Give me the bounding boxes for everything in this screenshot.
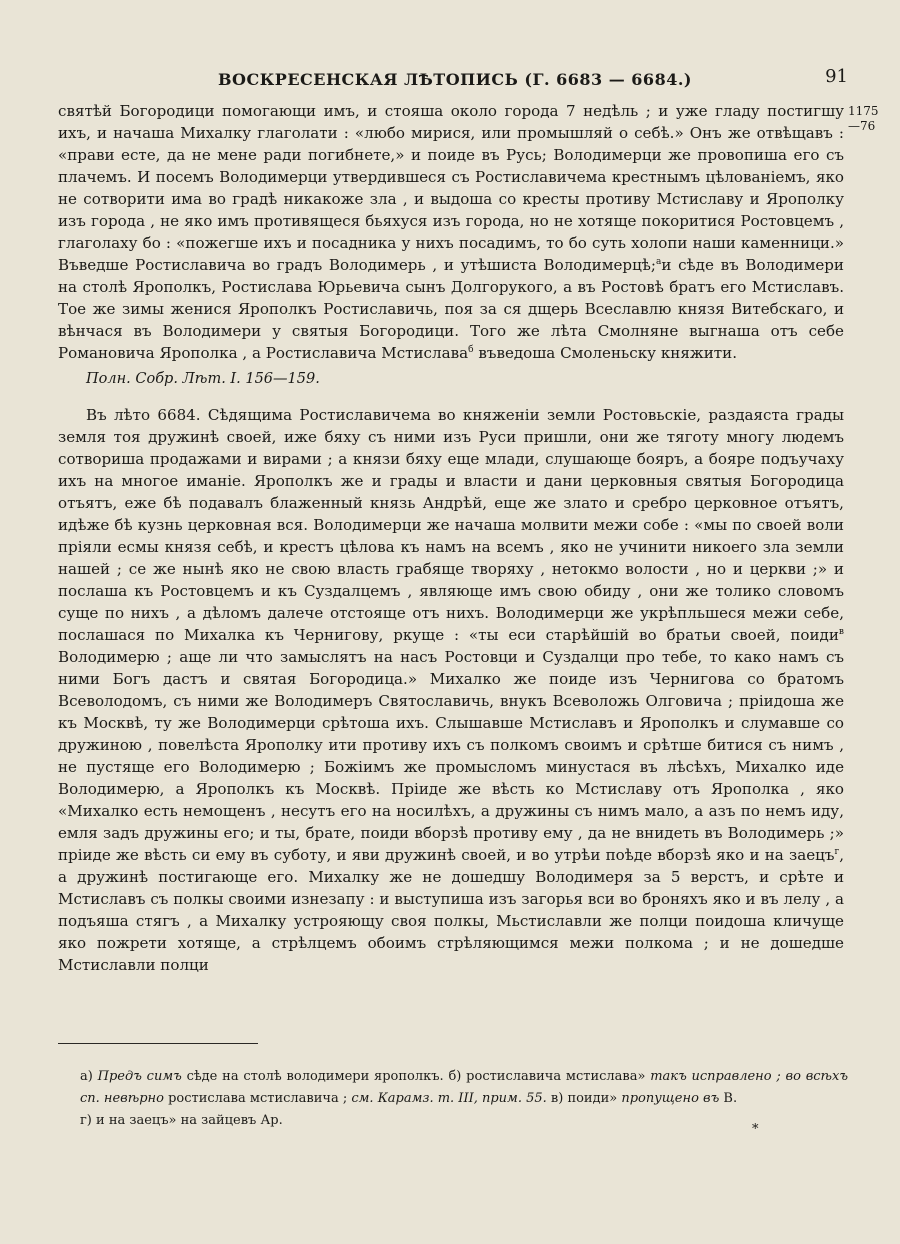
footnote-mark-b: б	[468, 344, 474, 355]
footnote-mark-a: a	[655, 256, 662, 267]
footnotes	[80, 1066, 848, 1132]
footnote-mark-g: г	[834, 846, 840, 857]
footnote-v-italic: пропущено въ	[621, 1091, 720, 1106]
footnote-v-text2: В.	[723, 1091, 738, 1106]
paragraph-2-part-b: Володимерю ; аще ли что замыслятъ на насъ Ростовци и Суздалци про тебе, то како намъ съ ними Богъ дастъ и святая Богородица.» Михалко же поиде изъ Чернигова со братомъ Всеволодомъ, съ ними же Володимеръ Святославичь, внукъ Всеволожь Олговича ; пріидоша же къ Москвѣ, ту же Володимерци срѣтоша ихъ. Слышавше Мстиславъ и Ярополкъ и слумавше со дружиною , повелѣста Ярополку ити противу ихъ съ полкомъ своимъ и срѣтше битися съ нимъ , не пустяще его Володимерю ; Божіимъ же промысломъ минустася въ лѣсѣхъ, Михалко иде Володимерю, а Ярополкъ къ Москвѣ. Пріиде же вѣсть ко Мстиславу отъ Ярополка , яко «Михалко есть немощенъ , несутъ его на носилѣхъ, а дружины съ нимъ мало, а азъ по немъ иду, емля задъ дружины его; и ты, брате, поиди вборзѣ противу ему , да не внидеть въ Володимерь ;» пріиде же вѣсть си ему въ суботу, и яви дружинѣ своей, и во утрѣи поѣде вборзѣ яко и на заецъ	[58, 648, 844, 864]
footnote-g-label: г)	[80, 1113, 92, 1128]
paragraph-2-part-a: Въ лѣто 6684. Сѣдящима Ростиславичема во княженіи земли Ростовьскіе, раздаяста грады земля тоя дружинѣ своей, иже бяху съ ними изъ Руси пришли, они же тяготу многу людемъ сотвориша продажами и вирами ; а князи бяху еще млади, слушающе бояръ, а бояре подъучаху ихъ на многое иманіе. Ярополкъ же и грады и власти и дани церковныя святыя Богородица отъятъ, еже бѣ подавалъ блаженный князь Андрѣй, еще же злато и сребро церковное отъятъ, идѣже бѣ кузнь церковная вся. Володимерци же начаша молвити межи собе : «мы по своей воли пріяли есмы князя себѣ, и крестъ цѣлова къ намъ на всемъ , яко не учинити никоего зла земли нашей ; се же нынѣ яко не свою власть грабяще творяху , нетокмо волости , но и церкви ;» и послаша къ Ростовцемъ и къ Суздалцемъ , являюще имъ свою обиду , они же толико словомъ суще по нихъ , а дѣломъ далече отстояще отъ нихъ. Володимерци же укрѣпльшеся межи себе, послашася по Михалка къ Чернигову, ркуще : «ты еси старѣйшій во братьи своей, поиди	[58, 406, 844, 644]
paragraph-2	[58, 404, 844, 976]
footnote-b-label: б)	[448, 1069, 462, 1084]
margin-year-line2: —76	[848, 119, 876, 133]
signature-mark: *	[752, 1122, 759, 1137]
footnote-v-label: в)	[550, 1091, 564, 1106]
paragraph-1-end: въведоша Смоленьску княжити.	[478, 344, 737, 362]
running-title: ВОСКРЕСЕНСКАЯ ЛѢТОПИСЬ (Г. 6683 — 6684.)	[218, 70, 692, 89]
footnote-divider	[58, 1043, 258, 1044]
paragraph-1	[58, 100, 844, 364]
footnote-b-text1: ростиславича мстислава»	[466, 1069, 646, 1084]
page-number: 91	[825, 66, 848, 87]
page-header	[60, 66, 850, 96]
footnote-g-text: и на заецъ» на зайцевъ Ар.	[96, 1113, 283, 1128]
footnote-a-label: а)	[80, 1069, 93, 1084]
footnote-a-text: сѣде на столѣ володимери ярополкъ.	[186, 1069, 444, 1084]
paragraph-1-continuation: и сѣде въ Володимери на столѣ Ярополкъ, Ростислава Юрьевича сынъ Долгорукого, а въ Ростовѣ братъ его Мстиславъ. Тое же зимы женися Ярополкъ Ростиславичь, поя за ся дщерь Всеславлю князя Витебскаго, и вѣнчася въ Володимери у святыя Богородици. Того же лѣта Смолняне выгнаша отъ себе Романовича Ярополка , а Ростиславича Мстислава	[58, 256, 844, 362]
main-text	[58, 100, 844, 976]
footnote-mark-v: в	[838, 626, 844, 637]
footnote-b-italic2: см. Карамз. т. III, прим. 55.	[351, 1091, 547, 1106]
margin-year-note	[848, 104, 894, 134]
footnote-a-italic: Предъ симъ	[97, 1069, 182, 1084]
footnote-v-text: поиди»	[567, 1091, 618, 1106]
paragraph-1-text: святѣй Богородици помогающи имъ, и стояша около города 7 недѣль ; и уже гладу постигшу ихъ, и начаша Михалку глаголати : «любо мирися, или промышляй о себѣ.» Онъ же отвѣщавъ : «прави есте, да не мене ради погибнете,» и поиде въ Русь; Володимерци же провопиша его съ плачемъ. И посемъ Володимерци утвердившеся съ Ростиславичема крестнымъ цѣлованіемъ, яко не сотворити има во градѣ никакоже зла , и выдоша со кресты противу Мстиславу и Ярополку изъ города , не яко имъ противящеся бьяхуся изъ города, но не хотяще покоритися Ростовцемъ , глаголаху бо : «пожегше ихъ и посадника у нихъ посадимъ, то бо суть холопи наши каменници.» Въведше Ростиславича во градъ Володимерь , и утѣшиста Володимерцѣ;	[58, 102, 844, 274]
paragraph-2-part-c: , а дружинѣ постигающе его. Михалку же не дошедшу Володимеря за 5 верстъ, и срѣте и Мстиславъ съ полкы своими изнезапу : и выступиша изъ загорья вси во броняхъ яко и въ лелу , а подъяша стягъ , а Михалку устрояющу своя полкы, Мьстиславли же полци поидоша кличуще яко пожрети хотяще, а стрѣлцемъ обоимъ стрѣляющимся межи полкома ; и не дошедше Мстиславли полци	[58, 846, 844, 974]
source-reference: Полн. Собр. Лѣт. I. 156—159.	[86, 371, 320, 387]
footnote-b-italic1: такъ исправлено ; во всѣхъ сп. невѣрно	[80, 1069, 849, 1106]
margin-year-line1: 1175	[848, 104, 879, 118]
footnote-b-text2: ростислава мстиславича ;	[168, 1091, 348, 1106]
